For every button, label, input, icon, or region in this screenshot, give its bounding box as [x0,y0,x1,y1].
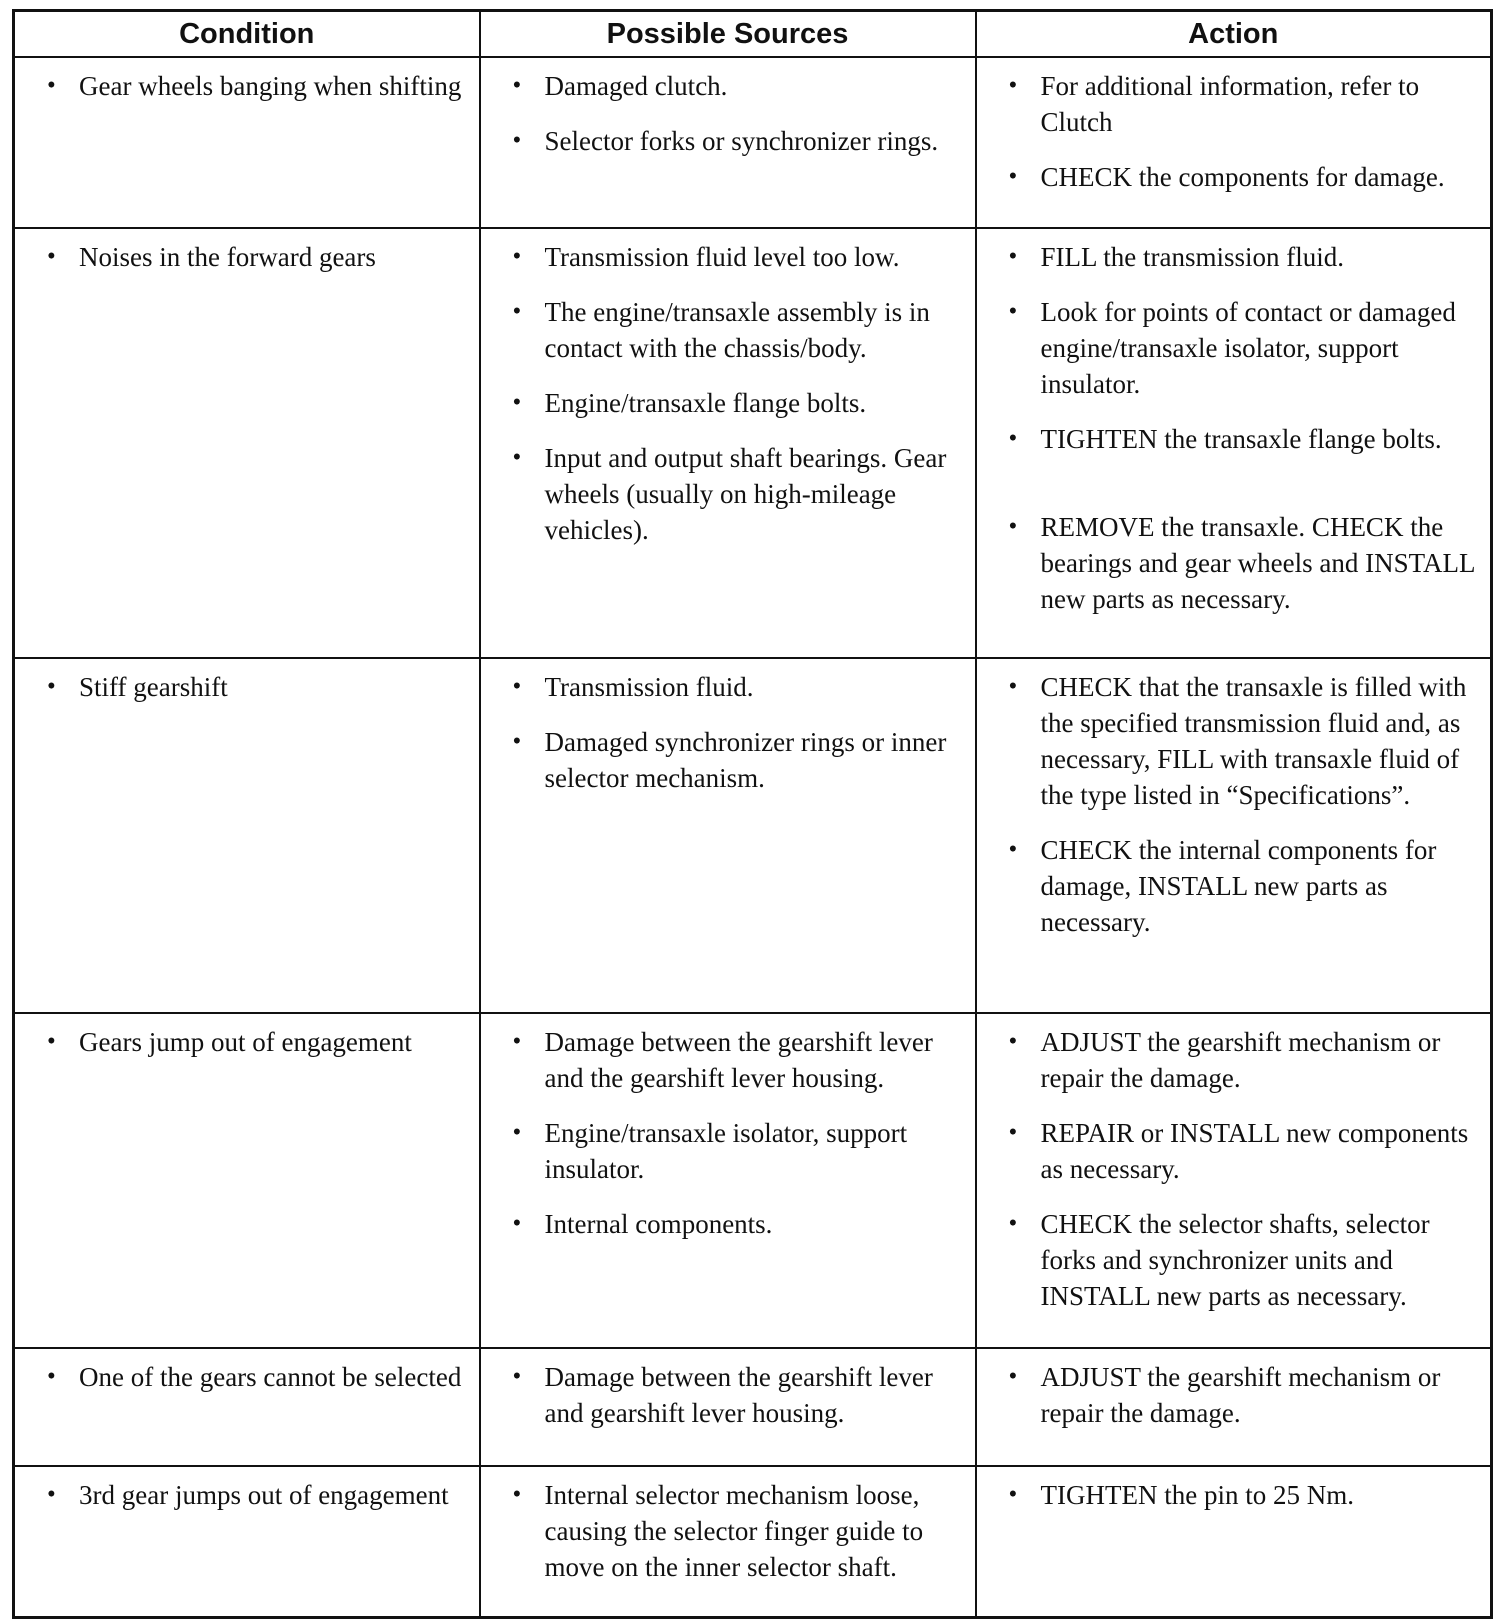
sources-cell [480,1348,976,1466]
action-cell [976,1013,1492,1348]
action-item: • CHECK the components for damage. [1007,159,1477,195]
source-item: • The engine/transaxle assembly is in contact with the chassis/body. [511,294,961,366]
table-row [14,1013,1492,1348]
header-condition: Condition [14,11,480,58]
source-item: • Transmission fluid level too low. [511,239,961,275]
action-cell [976,1466,1492,1617]
source-item: • Selector forks or synchronizer rings. [511,123,961,159]
source-item: • Input and output shaft bearings. Gear wheels (usually on high-mileage vehicles). [511,440,961,548]
table-row [14,1466,1492,1617]
action-item: • REMOVE the transaxle. CHECK the bearings and gear wheels and INSTALL new parts as necessary. [1007,509,1477,617]
diagnosis-table [12,9,1493,1619]
condition-cell [14,1466,480,1617]
condition-text: • Stiff gearshift [45,669,465,705]
source-item: • Damaged synchronizer rings or inner selector mechanism. [511,724,961,796]
condition-cell [14,1013,480,1348]
condition-cell [14,658,480,1013]
source-item: • Damaged clutch. [511,68,961,104]
sources-cell [480,57,976,228]
source-item: • Transmission fluid. [511,669,961,705]
action-item: • CHECK the internal components for damage, INSTALL new parts as necessary. [1007,832,1477,940]
header-action: Action [976,11,1492,58]
action-item: • For additional information, refer to Clutch [1007,68,1477,140]
source-item: • Internal components. [511,1206,961,1242]
condition-text: • Gear wheels banging when shifting [45,68,465,104]
action-item: • CHECK the selector shafts, selector forks and synchronizer units and INSTALL new parts as necessary. [1007,1206,1477,1314]
action-cell [976,1348,1492,1466]
action-item: • Look for points of contact or damaged engine/transaxle isolator, support insulator. [1007,294,1477,402]
action-item: • ADJUST the gearshift mechanism or repair the damage. [1007,1359,1477,1431]
condition-text: • One of the gears cannot be selected [45,1359,465,1395]
header-possible-sources: Possible Sources [480,11,976,58]
action-item: • TIGHTEN the transaxle flange bolts. [1007,421,1477,457]
action-item: • ADJUST the gearshift mechanism or repair the damage. [1007,1024,1477,1096]
table-row [14,658,1492,1013]
sources-cell [480,1466,976,1617]
action-cell [976,658,1492,1013]
action-item: • TIGHTEN the pin to 25 Nm. [1007,1477,1477,1513]
sources-cell [480,228,976,658]
condition-cell [14,1348,480,1466]
sources-cell [480,658,976,1013]
action-item: • FILL the transmission fluid. [1007,239,1477,275]
condition-text: • Gears jump out of engagement [45,1024,465,1060]
source-item: • Damage between the gearshift lever and the gearshift lever housing. [511,1024,961,1096]
table-row [14,57,1492,228]
header-row [14,11,1492,58]
sources-cell [480,1013,976,1348]
action-item: • CHECK that the transaxle is filled with the specified transmission fluid and, as necessary, FILL with transaxle fluid of the type listed in “Specifications”. [1007,669,1477,813]
table-row [14,1348,1492,1466]
condition-cell [14,228,480,658]
action-item: • REPAIR or INSTALL new components as necessary. [1007,1115,1477,1187]
source-item: • Engine/transaxle isolator, support insulator. [511,1115,961,1187]
source-item: • Damage between the gearshift lever and gearshift lever housing. [511,1359,961,1431]
condition-text: • Noises in the forward gears [45,239,465,275]
action-cell [976,57,1492,228]
table-row [14,228,1492,658]
source-item: • Internal selector mechanism loose, causing the selector finger guide to move on the inner selector shaft. [511,1477,961,1585]
condition-text: • 3rd gear jumps out of engagement [45,1477,465,1513]
condition-cell [14,57,480,228]
action-cell [976,228,1492,658]
source-item: • Engine/transaxle flange bolts. [511,385,961,421]
